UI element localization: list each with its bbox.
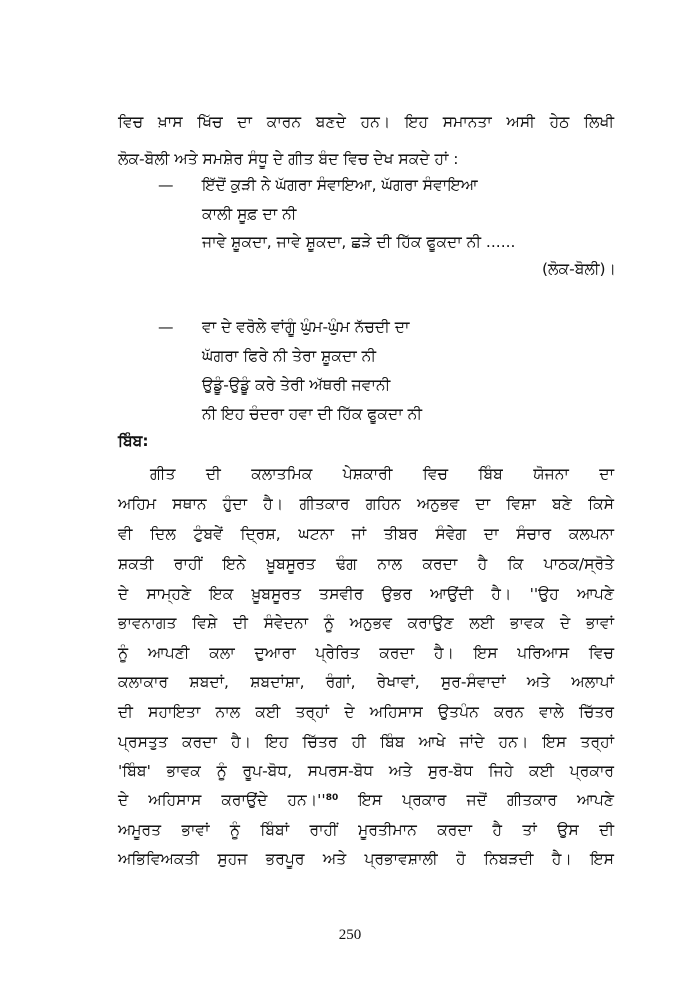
verse-line: ਜਾਵੇ ਸ਼ੂਕਦਾ, ਜਾਵੇ ਸ਼ੂਕਦਾ, ਛੜੇ ਦੀ ਹਿੱਕ ਫੂਕਦਾ ਨੀ ...... <box>202 233 516 251</box>
verse-dash: — <box>158 176 174 194</box>
paragraph-line: 'ਬਿੰਬ' ਭਾਵਕ ਨੂੰ ਰੂਪ-ਬੋਧ, ਸਪਰਸ-ਬੋਧ ਅਤੇ ਸੁਰ-ਬੋਧ ਜਿਹੇ ਕਈ ਪ੍ਰਕਾਰ <box>118 762 614 780</box>
paragraph-line: ਅਮੂਰਤ ਭਾਵਾਂ ਨੂੰ ਬਿੰਬਾਂ ਰਾਹੀਂ ਮੂਰਤੀਮਾਨ ਕਰਦਾ ਹੈ ਤਾਂ ਉਸ ਦੀ <box>118 821 614 839</box>
paragraph-line: ਅਭਿਵਿਅਕਤੀ ਸੁਹਜ ਭਰਪੂਰ ਅਤੇ ਪ੍ਰਭਾਵਸ਼ਾਲੀ ਹੋ ਨਿਬੜਦੀ ਹੈ। ਇਸ <box>118 850 614 868</box>
footnote-marker: 80 <box>325 793 339 803</box>
paragraph-line: ਗੀਤ ਦੀ ਕਲਾਤਮਿਕ ਪੇਸ਼ਕਾਰੀ ਵਿਚ ਬਿੰਬ ਯੋਜਨਾ ਦਾ <box>150 465 614 483</box>
paragraph-line: ਭਾਵਨਾਗਤ ਵਿਸ਼ੇ ਦੀ ਸੰਵੇਦਨਾ ਨੂੰ ਅਨੁਭਵ ਕਰਾਉਣ ਲਈ ਭਾਵਕ ਦੇ ਭਾਵਾਂ <box>118 614 614 632</box>
paragraph-line-with-footnote <box>118 789 614 811</box>
section-heading: ਬਿੰਬ: <box>118 432 149 450</box>
verse-line: ਇੱਦੋਂ ਕੁੜੀ ਨੇ ਘੱਗਰਾ ਸੰਵਾਇਆ, ਘੱਗਰਾ ਸੰਵਾਇਆ <box>202 176 478 194</box>
verse-attribution: (ਲੋਕ-ਬੋਲੀ)। <box>542 260 616 278</box>
paragraph-line: ਨੂੰ ਆਪਣੀ ਕਲਾ ਦੁਆਰਾ ਪ੍ਰੇਰਿਤ ਕਰਦਾ ਹੈ। ਇਸ ਪਰਿਆਸ ਵਿਚ <box>118 644 614 662</box>
paragraph-line: ਦੇ ਸਾਮ੍ਹਣੇ ਇਕ ਖ਼ੂਬਸੂਰਤ ਤਸਵੀਰ ਉਭਰ ਆਉਂਦੀ ਹੈ। ''ਉਹ ਆਪਣੇ <box>118 585 614 603</box>
verse-line: ਘੱਗਰਾ ਫਿਰੇ ਨੀ ਤੇਰਾ ਸ਼ੂਕਦਾ ਨੀ <box>202 347 376 365</box>
verse-line: ਨੀ ਇਹ ਚੰਦਰਾ ਹਵਾ ਦੀ ਹਿੱਕ ਫੂਕਦਾ ਨੀ <box>202 405 422 423</box>
paragraph-line: ਦੀ ਸਹਾਇਤਾ ਨਾਲ ਕਈ ਤਰ੍ਹਾਂ ਦੇ ਅਹਿਸਾਸ ਉਤਪੰਨ ਕਰਨ ਵਾਲੇ ਚਿੱਤਰ <box>118 703 614 721</box>
page-number: 250 <box>338 927 362 943</box>
verse-line: ਵਾ ਦੇ ਵਰੋਲੇ ਵਾਂਗੂੰ ਘੁੰਮ-ਘੁੰਮ ਨੱਚਦੀ ਦਾ <box>202 318 410 336</box>
paragraph-line: ਲੋਕ-ਬੋਲੀ ਅਤੇ ਸਮਸ਼ੇਰ ਸੰਧੂ ਦੇ ਗੀਤ ਬੰਦ ਵਿਚ ਦੇਖ ਸਕਦੇ ਹਾਂ : <box>118 150 459 168</box>
paragraph-text: ਇਸ ਪ੍ਰਕਾਰ ਜਦੋਂ ਗੀਤਕਾਰ ਆਪਣੇ <box>338 791 614 809</box>
paragraph-line: ਕਲਾਕਾਰ ਸ਼ਬਦਾਂ, ਸ਼ਬਦਾਂਸ਼ਾ, ਰੰਗਾਂ, ਰੇਖਾਵਾਂ, ਸੁਰ-ਸੰਵਾਦਾਂ ਅਤੇ ਅਲਾਪਾਂ <box>118 673 614 691</box>
paragraph-line: ਅਹਿਮ ਸਥਾਨ ਹੁੰਦਾ ਹੈ। ਗੀਤਕਾਰ ਗਹਿਨ ਅਨੁਭਵ ਦਾ ਵਿਸ਼ਾ ਬਣੇ ਕਿਸੇ <box>118 495 614 513</box>
verse-line: ਕਾਲੀ ਸੂਫ਼ ਦਾ ਨੀ <box>202 205 297 223</box>
paragraph-text: ਦੇ ਅਹਿਸਾਸ ਕਰਾਉਂਦੇ ਹਨ।'' <box>118 791 326 809</box>
paragraph-line: ਸ਼ਕਤੀ ਰਾਹੀਂ ਇਨੇ ਖ਼ੂਬਸੂਰਤ ਢੰਗ ਨਾਲ ਕਰਦਾ ਹੈ ਕਿ ਪਾਠਕ/ਸ੍ਰੋਤੇ <box>118 555 614 573</box>
paragraph-line: ਵਿਚ ਖ਼ਾਸ ਖਿੱਚ ਦਾ ਕਾਰਨ ਬਣਦੇ ਹਨ। ਇਹ ਸਮਾਨਤਾ ਅਸੀ ਹੇਠ ਲਿਖੀ <box>118 113 614 131</box>
verse-dash: — <box>158 318 174 336</box>
paragraph-line: ਵੀ ਦਿਲ ਟੁੰਬਵੇਂ ਦ੍ਰਿਸ਼, ਘਟਨਾ ਜਾਂ ਤੀਬਰ ਸੰਵੇਗ ਦਾ ਸੰਚਾਰ ਕਲਪਨਾ <box>118 525 614 543</box>
verse-line: ਉਡੂੰ-ਉਡੂੰ ਕਰੇ ਤੇਰੀ ਅੱਥਰੀ ਜਵਾਨੀ <box>202 376 391 394</box>
paragraph-line: ਪ੍ਰਸਤੁਤ ਕਰਦਾ ਹੈ। ਇਹ ਚਿੱਤਰ ਹੀ ਬਿੰਬ ਆਖੇ ਜਾਂਦੇ ਹਨ। ਇਸ ਤਰ੍ਹਾਂ <box>118 733 614 751</box>
